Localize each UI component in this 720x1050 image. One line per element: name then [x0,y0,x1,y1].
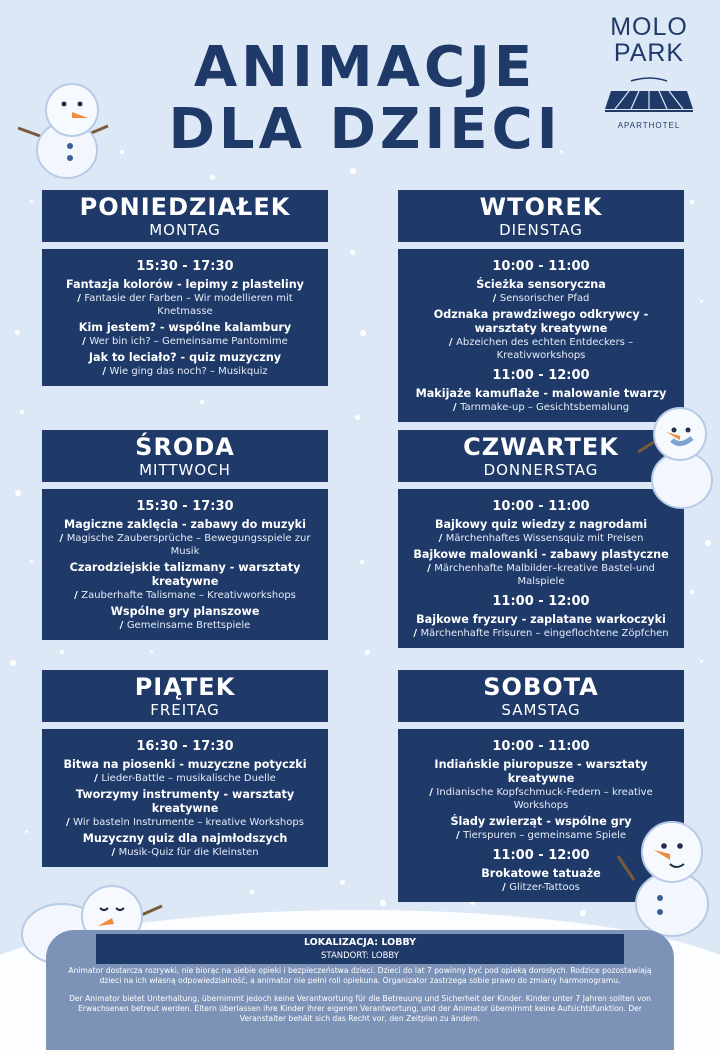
activity-de-text: Tarnmake-up – Gesichtsbemalung [460,402,630,413]
disclaimer-de: Der Animator bietet Unterhaltung, übernimmt jedoch keine Verantwortung für die Betreuung und Sicherheit der Kinder. Kinder unter 7 Jahren sollten von Erwachsenen betreut werden. Eltern überlassen ihre Kinder ihrer eigenen Verantwortung, und der Animator übernimmt keine Aufsichtsfunktion. Der Veranstalter behält sich das Recht vor, den Zeitplan zu ändern. [69,994,651,1023]
activity-de-text: Musik-Quiz für die Kleinsten [118,847,259,858]
time-slot: 11:00 - 12:00 [492,368,590,383]
day-name: PONIEDZIAŁEK [79,193,291,221]
slash-separator: / [413,628,421,639]
day-card-friday [42,670,328,867]
activity-item [48,321,322,348]
activity-title-de [404,562,678,588]
location-bar [96,934,624,964]
slash-separator: / [438,533,446,544]
activity-title-pl: Ścieżka sensoryczna [476,278,606,291]
location-subtitle: STANDORT: LOBBY [321,951,399,961]
disclaimer-pl: Animator dostarcza rozrywki, nie biorąc na siebie opieki i bezpieczeństwa dzieci. Dzieci do lat 7 powinny być pod opieką dorosłych. Rodzice pozostawiają dzieci na ich własną odpowiedzialność, a animator nie pełni roli opiekuna. Organizator zastrzega sobie prawo do zmiany harmonogramu. [68,966,652,985]
activity-title-pl: Tworzymy instrumenty - warsztaty kreatywne [75,788,295,815]
day-card-tuesday [398,190,684,422]
activity-de-text: Sensorischer Pfad [499,293,590,304]
molo-park-logo [594,14,704,130]
time-slot: 15:30 - 17:30 [136,499,234,514]
slash-separator: / [427,563,435,574]
activity-de-text: Märchenhafte Malbilder–kreative Bastel-und Malspiele [434,563,655,587]
snowflake-dot [30,200,33,203]
snowman-illustration-bottom-right [614,800,720,940]
title-line-1: ANIMACJE [193,35,537,100]
activity-de-text: Gemeinsame Brettspiele [126,620,251,631]
snowflake-dot [150,650,153,653]
activity-title-pl: Fantazja kolorów - lepimy z plasteliny [66,278,304,291]
activity-title-de [404,292,678,305]
day-name: PIĄTEK [134,673,236,701]
snowman-illustration-right [636,392,720,512]
slash-separator: / [429,787,437,798]
activity-de-text: Märchenhafte Frisuren – eingeflochtene Zöpfchen [420,628,669,639]
location-title: LOKALIZACJA: LOBBY [303,937,417,948]
activity-item [48,788,322,829]
snowman-illustration-top-left [12,48,112,183]
logo-line-2: PARK [613,39,685,68]
activity-de-text: Zauberhafte Talismane – Kreativworkshops [81,590,296,601]
activity-title-pl: Bajkowy quiz wiedzy z nagrodami [434,518,648,531]
day-name: WTOREK [479,193,603,221]
disclaimer-notes [58,966,662,1024]
activity-item [48,832,322,859]
day-card-wednesday [42,430,328,640]
day-header [42,430,328,482]
snowflake-dot [690,200,694,204]
slash-separator: / [111,847,119,858]
activity-title-de [404,532,678,545]
slash-separator: / [102,366,110,377]
activity-title-de [48,619,322,632]
slash-separator: / [119,620,127,631]
activity-title-de [48,335,322,348]
day-schedule [42,489,328,640]
pier-icon [601,71,697,117]
time-slot: 10:00 - 11:00 [492,499,590,514]
day-header [42,670,328,722]
activity-title-pl: Muzyczny quiz dla najmłodszych [82,832,288,845]
activity-title-pl: Czarodziejskie talizmany - warsztaty kreatywne [69,561,301,588]
time-slot: 16:30 - 17:30 [136,739,234,754]
snowflake-dot [700,660,703,663]
activity-de-text: Lieder-Battle – musikalische Duelle [101,773,276,784]
activity-de-text: Fantasie der Farben – Wir modellieren mit Knetmasse [84,293,293,317]
day-schedule [42,729,328,867]
snowflake-dot [380,900,386,906]
day-name-de: FREITAG [150,701,220,719]
activity-de-text: Magische Zaubersprüche – Bewegungsspiele zur Musik [66,533,311,557]
snowflake-dot [355,415,360,420]
time-slot: 10:00 - 11:00 [492,259,590,274]
page-title [150,35,580,162]
slash-separator: / [77,293,85,304]
activity-de-text: Märchenhaftes Wissensquiz mit Preisen [445,533,644,544]
snowflake-dot [120,150,124,154]
day-header [398,670,684,722]
activity-item [48,561,322,602]
snowflake-dot [25,830,28,833]
activity-title-pl: Jak to leciało? - quiz muzyczny [88,351,282,364]
time-slot: 15:30 - 17:30 [136,259,234,274]
activity-title-pl: Bitwa na piosenki - muzyczne potyczki [63,758,307,771]
logo-subtitle: APARTHOTEL [617,120,681,130]
day-name-de: MITTWOCH [139,461,231,479]
activity-item [48,605,322,632]
activity-de-text: Glitzer-Tattoos [509,882,580,893]
activity-title-de [48,846,322,859]
day-name-de: DONNERSTAG [483,461,599,479]
activity-title-pl: Ślady zwierząt - wspólne gry [450,815,632,828]
snowflake-dot [30,560,33,563]
day-name: ŚRODA [135,433,235,461]
activity-title-pl: Bajkowe malowanki - zabawy plastyczne [413,548,669,561]
activity-title-pl: Makijaże kamuflaże - malowanie twarzy [415,387,667,400]
activity-item [48,278,322,318]
day-card-monday [42,190,328,386]
snowflake-dot [10,660,16,666]
activity-title-pl: Indiańskie piuropusze - warsztaty kreatywne [434,758,648,785]
snowflake-dot [15,490,21,496]
day-header [398,190,684,242]
snowflake-dot [350,250,355,255]
activity-title-pl: Kim jestem? - wspólne kalambury [78,321,292,334]
snowflake-dot [365,650,370,655]
activity-title-pl: Wspólne gry planszowe [110,605,260,618]
snowflake-dot [690,590,694,594]
activity-title-pl: Magiczne zaklęcia - zabawy do muzyki [64,518,306,531]
activity-de-text: Abzeichen des echten Entdeckers – Kreativworkshops [456,337,634,361]
activity-item [48,758,322,785]
slash-separator: / [502,882,510,893]
day-header [42,190,328,242]
slash-separator: / [492,293,500,304]
day-name-de: MONTAG [149,221,221,239]
activity-title-de [48,772,322,785]
slash-separator: / [94,773,102,784]
slash-separator: / [452,402,461,413]
time-slot: 10:00 - 11:00 [492,739,590,754]
activity-de-text: Wie ging das noch? – Musikquiz [109,366,268,377]
slash-separator: / [455,830,464,841]
time-slot: 11:00 - 12:00 [492,594,590,609]
activity-title-de [48,365,322,378]
activity-de-text: Tierspuren – gemeinsame Spiele [463,830,627,841]
day-name: CZWARTEK [463,433,619,461]
slash-separator: / [59,533,67,544]
snowflake-dot [60,650,64,654]
activity-title-de [404,627,678,640]
snowflake-dot [340,880,345,885]
slash-separator: / [448,337,457,348]
snowflake-dot [250,890,254,894]
snowflake-dot [210,175,215,180]
time-slot: 11:00 - 12:00 [492,848,590,863]
slash-separator: / [66,817,74,828]
snowflake-dot [705,540,711,546]
slash-separator: / [74,590,82,601]
day-schedule [42,249,328,386]
activity-title-de [48,589,322,602]
day-name: SOBOTA [483,673,599,701]
activity-item [404,518,678,545]
snowflake-dot [360,330,366,336]
day-name-de: SAMSTAG [501,701,581,719]
activity-title-de [48,532,322,558]
activity-item [48,351,322,378]
snowflake-dot [20,410,24,414]
snowflake-dot [580,910,586,916]
activity-title-de [48,292,322,318]
slash-separator: / [82,336,90,347]
logo-line-1: MOLO [610,13,688,41]
activity-de-text: Wer bin ich? – Gemeinsame Pantomime [89,336,288,347]
activity-de-text: Wir basteln Instrumente – kreative Workshops [73,817,304,828]
snowflake-dot [350,168,356,174]
activity-item [48,518,322,558]
day-name-de: DIENSTAG [499,221,583,239]
snowflake-dot [700,300,703,303]
snowflake-dot [360,560,364,564]
activity-title-de [48,816,322,829]
activity-de-text: Indianische Kopfschmuck-Federn – kreative Workshops [436,787,653,811]
activity-item [404,278,678,305]
activity-item [404,613,678,640]
title-line-2: DLA DZIECI [168,97,562,162]
activity-title-pl: Odznaka prawdziwego odkrywcy - warsztaty kreatywne [433,308,649,335]
activity-title-de [404,336,678,362]
activity-item [404,308,678,362]
activity-title-pl: Bajkowe fryzury - zaplatane warkoczyki [416,613,666,626]
snowflake-dot [15,330,20,335]
activity-title-pl: Brokatowe tatuaże [481,867,601,880]
day-schedule [398,489,684,648]
activity-item [404,548,678,588]
snowflake-dot [200,400,204,404]
